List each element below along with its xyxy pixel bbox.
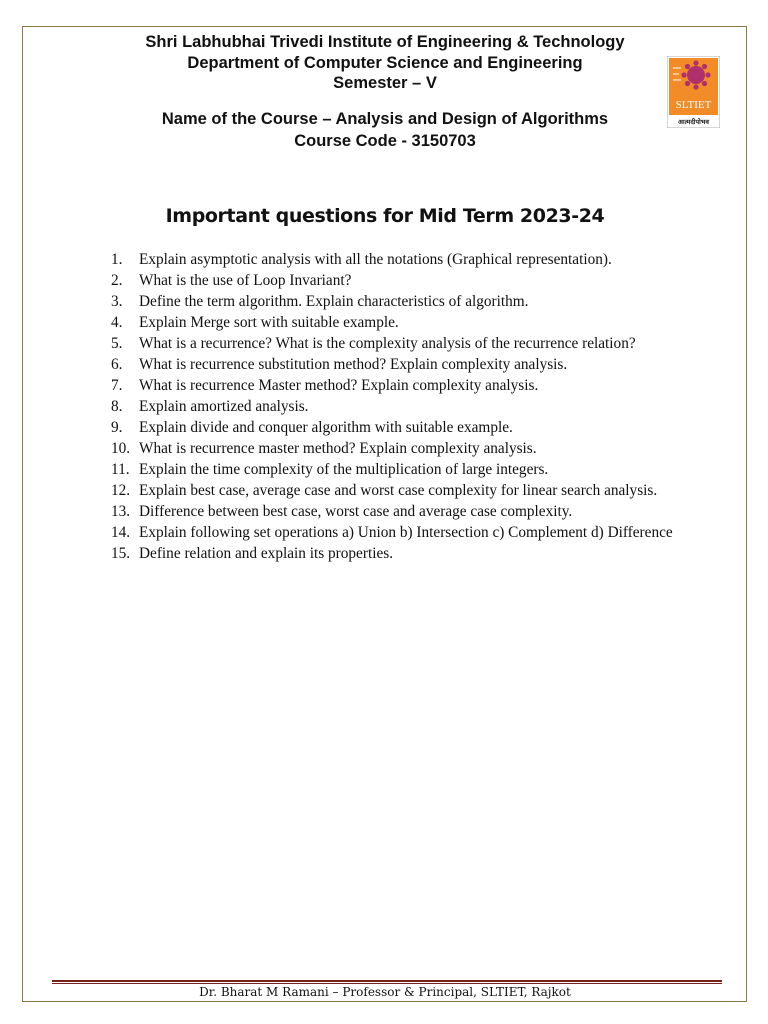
gear-icon (681, 60, 710, 89)
question-number: 12. (111, 482, 131, 499)
question-text: What is the use of Loop Invariant? (139, 272, 352, 289)
question-text: Explain best case, average case and worst case complexity for linear search analysis. (139, 482, 658, 499)
question-text: Define the term algorithm. Explain characteristics of algorithm. (139, 293, 529, 310)
question-item (111, 501, 675, 522)
page-title: Important questions for Mid Term 2023-24 (165, 205, 605, 227)
question-item (111, 270, 675, 291)
question-number: 4. (111, 314, 123, 331)
question-number: 1. (111, 251, 123, 268)
question-number: 11. (111, 461, 130, 478)
question-item (111, 333, 675, 354)
question-text: Define relation and explain its properties. (139, 545, 394, 562)
question-number: 6. (111, 356, 123, 373)
question-item (111, 480, 675, 501)
question-text: What is recurrence substitution method? Explain complexity analysis. (139, 356, 568, 373)
question-number: 9. (111, 419, 123, 436)
question-item (111, 438, 675, 459)
footer-divider (52, 980, 722, 984)
question-item (111, 543, 675, 564)
document-header (40, 32, 730, 94)
institute-logo (667, 56, 720, 128)
question-number: 10. (111, 440, 131, 457)
course-code: Course Code - 3150703 (294, 131, 476, 150)
question-text: What is a recurrence? What is the complexity analysis of the recurrence relation? (139, 335, 636, 352)
question-number: 14. (111, 524, 131, 541)
question-text: Explain following set operations a) Union b) Intersection c) Complement d) Difference (139, 524, 673, 541)
question-item (111, 291, 675, 312)
question-text: Explain Merge sort with suitable example. (139, 314, 399, 331)
question-item (111, 522, 675, 543)
question-item (111, 249, 675, 270)
question-number: 8. (111, 398, 123, 415)
semester: Semester – V (333, 74, 437, 92)
department-name: Department of Computer Science and Engineering (187, 53, 583, 72)
logo-text: SLTIET (675, 99, 712, 111)
question-number: 3. (111, 293, 123, 310)
question-item (111, 312, 675, 333)
question-item (111, 417, 675, 438)
question-text: Explain asymptotic analysis with all the notations (Graphical representation). (139, 251, 612, 268)
question-number: 7. (111, 377, 123, 394)
footer-text: Dr. Bharat M Ramani – Professor & Principal, SLTIET, Rajkot (199, 985, 571, 999)
question-text: Explain amortized analysis. (139, 398, 309, 415)
institute-name: Shri Labhubhai Trivedi Institute of Engineering & Technology (145, 33, 625, 51)
question-text: What is recurrence Master method? Explain complexity analysis. (139, 377, 539, 394)
question-text: What is recurrence master method? Explain complexity analysis. (139, 440, 537, 457)
question-item (111, 459, 675, 480)
question-text: Explain divide and conquer algorithm with suitable example. (139, 419, 513, 436)
question-number: 13. (111, 503, 131, 520)
question-number: 2. (111, 272, 123, 289)
question-list (111, 249, 675, 564)
question-number: 15. (111, 545, 131, 562)
question-item (111, 396, 675, 417)
logo-tagline: आत्मदीपोभव (677, 118, 710, 126)
question-text: Explain the time complexity of the multiplication of large integers. (139, 461, 549, 478)
question-item (111, 375, 675, 396)
course-name: Name of the Course – Analysis and Design of Algorithms (161, 110, 609, 128)
question-text: Difference between best case, worst case and average case complexity. (139, 503, 573, 520)
question-item (111, 354, 675, 375)
question-number: 5. (111, 335, 123, 352)
course-info (40, 109, 730, 152)
